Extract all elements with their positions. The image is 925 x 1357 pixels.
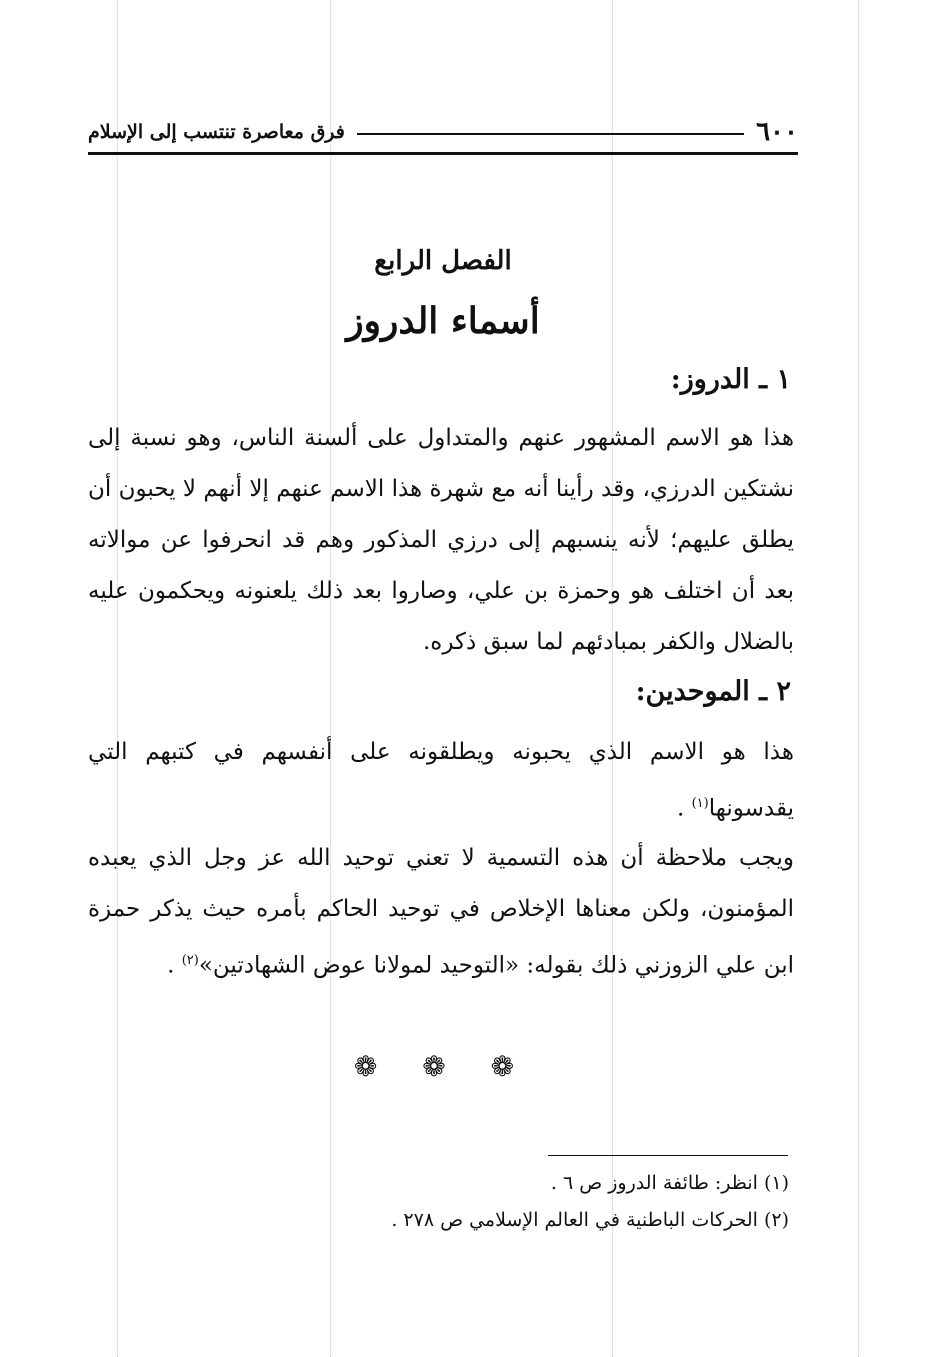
section-divider	[88, 1050, 798, 1083]
footnote-1: (١) انظر: طائفة الدروز ص ٦ .	[550, 1172, 789, 1194]
paragraph-tail: .	[167, 952, 182, 979]
paragraph-muwahhidun	[88, 727, 794, 835]
running-header	[88, 112, 798, 152]
flower-ornament-icon: ❁	[422, 1050, 464, 1083]
flower-ornament-icon: ❁	[490, 1050, 533, 1083]
section-heading-druze: ١ ـ الدروز:	[670, 364, 791, 395]
paragraph-text: هذا هو الاسم المشهور عنهم والمتداول على ألسنة الناس، وهو نسبة إلى نشتكين الدرزي، وقد رأينا أنه مع شهرة هذا الاسم عنهم إلا أنهم لا يحبون أن يطلق عليهم؛ لأنه ينسبهم إلى درزي المذكور وهم قد انحرفوا عن موالاته بعد أن اختلف هو وحمزة بن علي، وصاروا بعد ذلك يلعنونه ويحكمون عليه بالضلال والكفر بمبادئهم لما سبق ذكره.	[88, 425, 794, 655]
scan-guide-line	[612, 0, 613, 1357]
paragraph-text: هذا هو الاسم الذي يحبونه ويطلقونه على أنفسهم في كتبهم التي يقدسونها	[88, 739, 794, 822]
paragraph-text: ويجب ملاحظة أن هذه التسمية لا تعني توحيد الله عز وجل الذي يعبده المؤمنون، ولكن معناها الإخلاص في توحيد الحاكم بأمره حيث يذكر حمزة ابن علي الزوزني ذلك بقوله: «التوحيد لمولانا عوض الشهادتين»	[88, 845, 794, 979]
footnote-2: (٢) الحركات الباطنية في العالم الإسلامي ص ٢٧٨ .	[391, 1209, 789, 1231]
page-number: ٦٠٠	[756, 117, 798, 147]
scan-guide-line	[330, 0, 331, 1357]
paragraph-meaning	[88, 833, 794, 992]
paragraph-tail: .	[676, 795, 692, 822]
footnote-ref[interactable]: (١)	[691, 796, 709, 811]
scan-guide-line	[117, 0, 118, 1357]
scan-guide-line	[858, 0, 859, 1357]
footnote-rule	[548, 1155, 788, 1156]
section-heading-muwahhidun: ٢ ـ الموحدين:	[635, 676, 791, 707]
running-title: فرق معاصرة تنتسب إلى الإسلام	[88, 121, 345, 143]
chapter-label: الفصل الرابع	[374, 246, 512, 276]
chapter-title: أسماء الدروز	[346, 300, 540, 342]
header-rule	[88, 152, 798, 155]
flower-ornament-icon: ❁	[353, 1050, 396, 1083]
header-dash-line	[357, 133, 744, 135]
paragraph-druze	[88, 413, 794, 668]
footnote-ref[interactable]: (٢)	[181, 953, 199, 968]
